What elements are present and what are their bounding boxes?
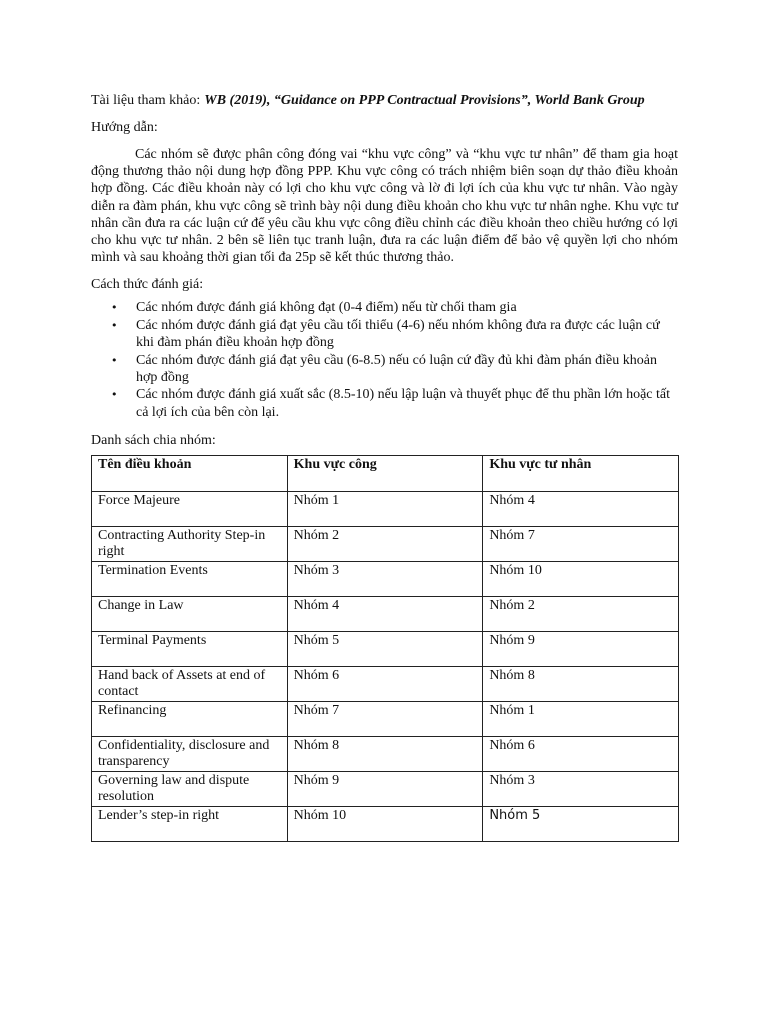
reference-label: Tài liệu tham khảo: [91, 93, 201, 108]
bullet-icon: • [111, 301, 118, 315]
private-group-cell: Nhóm 4 [483, 492, 679, 527]
list-item-text: Các nhóm được đánh giá xuất sắc (8.5-10) nếu lập luận và thuyết phục để thu phần lớn hoặc tất cả lợi ích của bên còn lại. [136, 387, 671, 420]
public-group-cell: Nhóm 6 [287, 667, 483, 702]
private-group-cell: Nhóm 6 [483, 737, 679, 772]
public-group-cell: Nhóm 1 [287, 492, 483, 527]
table-row [92, 562, 679, 597]
public-group-cell: Nhóm 8 [287, 737, 483, 772]
table-row [92, 527, 679, 562]
table-row [92, 492, 679, 527]
public-group-cell: Nhóm 9 [287, 772, 483, 807]
list-item [91, 386, 678, 421]
clause-cell: Termination Events [92, 562, 288, 597]
clause-cell: Refinancing [92, 702, 288, 737]
bullet-icon: • [111, 353, 118, 367]
private-group-cell: Nhóm 5 [483, 807, 679, 842]
clause-cell: Confidentiality, disclosure and transparency [92, 737, 288, 772]
list-item [91, 317, 678, 352]
private-group-cell: Nhóm 7 [483, 527, 679, 562]
guide-paragraph: Các nhóm sẽ được phân công đóng vai “khu vực công” và “khu vực tư nhân” để tham gia hoạt động thương thảo nội dung hợp đồng PPP. Khu vực công có trách nhiệm biên soạn dự thảo điều khoản hợp đồng. Các điều khoản này có lợi cho khu vực công và lờ đi lợi ích của khu vực tư nhân. Vào ngày diễn ra đàm phán, khu vực công sẽ trình bày nội dung điều khoản cho khu vực tư nhân nghe. Khu vực tư nhân cần đưa ra các luận cứ để yêu cầu khu vực công điều chỉnh các điều khoản theo chiều hướng có lợi cho khu vực tư nhân. 2 bên sẽ liên tục tranh luận, đưa ra các luận điểm để bảo vệ quyền lợi cho nhóm mình và sau khoảng thời gian tối đa 25p sẽ kết thúc thương thảo. [91, 147, 678, 266]
table-row [92, 807, 679, 842]
public-group-cell: Nhóm 7 [287, 702, 483, 737]
document-page [91, 92, 678, 842]
table-row [92, 667, 679, 702]
clause-cell: Governing law and dispute resolution [92, 772, 288, 807]
table-row [92, 597, 679, 632]
column-header-public: Khu vực công [287, 456, 483, 492]
list-item-text: Các nhóm được đánh giá không đạt (0-4 điểm) nếu từ chối tham gia [136, 300, 517, 316]
table-row [92, 632, 679, 667]
column-header-private: Khu vực tư nhân [483, 456, 679, 492]
private-group-cell: Nhóm 2 [483, 597, 679, 632]
clause-cell: Lender’s step-in right [92, 807, 288, 842]
private-group-cell: Nhóm 1 [483, 702, 679, 737]
private-group-cell: Nhóm 3 [483, 772, 679, 807]
list-item-text: Các nhóm được đánh giá đạt yêu cầu tối thiểu (4-6) nếu nhóm không đưa ra được các luận cứ khi đàm phán điều khoản hợp đồng [136, 317, 660, 351]
clause-cell: Force Majeure [92, 492, 288, 527]
clause-cell: Terminal Payments [92, 632, 288, 667]
table-row [92, 702, 679, 737]
bullet-icon: • [111, 318, 118, 332]
clause-cell: Hand back of Assets at end of contact [92, 667, 288, 702]
clause-cell: Change in Law [92, 597, 288, 632]
private-group-cell: Nhóm 10 [483, 562, 679, 597]
clause-cell: Contracting Authority Step-in right [92, 527, 288, 562]
group-list-heading: Danh sách chia nhóm: [91, 433, 216, 449]
column-header-clause: Tên điều khoản [92, 456, 288, 492]
list-item [91, 352, 678, 387]
table-row [92, 772, 679, 807]
guide-heading: Hướng dẫn: [91, 120, 158, 135]
bullet-icon: • [111, 388, 118, 402]
public-group-cell: Nhóm 10 [287, 807, 483, 842]
public-group-cell: Nhóm 5 [287, 632, 483, 667]
private-group-cell: Nhóm 8 [483, 667, 679, 702]
group-table [91, 455, 679, 842]
private-group-cell: Nhóm 9 [483, 632, 679, 667]
reference-source: WB (2019), “Guidance on PPP Contractual Provisions”, World Bank Group [204, 93, 645, 108]
table-row [92, 737, 679, 772]
table-header-row [92, 456, 679, 492]
reference-line [91, 92, 678, 109]
evaluation-list [91, 299, 678, 421]
list-item-text: Các nhóm được đánh giá đạt yêu cầu (6-8.5) nếu có luận cứ đầy đủ khi đàm phán điều khoản hợp đồng [136, 352, 657, 386]
public-group-cell: Nhóm 2 [287, 527, 483, 562]
list-item [91, 299, 678, 316]
public-group-cell: Nhóm 4 [287, 597, 483, 632]
public-group-cell: Nhóm 3 [287, 562, 483, 597]
evaluation-heading: Cách thức đánh giá: [91, 277, 204, 293]
